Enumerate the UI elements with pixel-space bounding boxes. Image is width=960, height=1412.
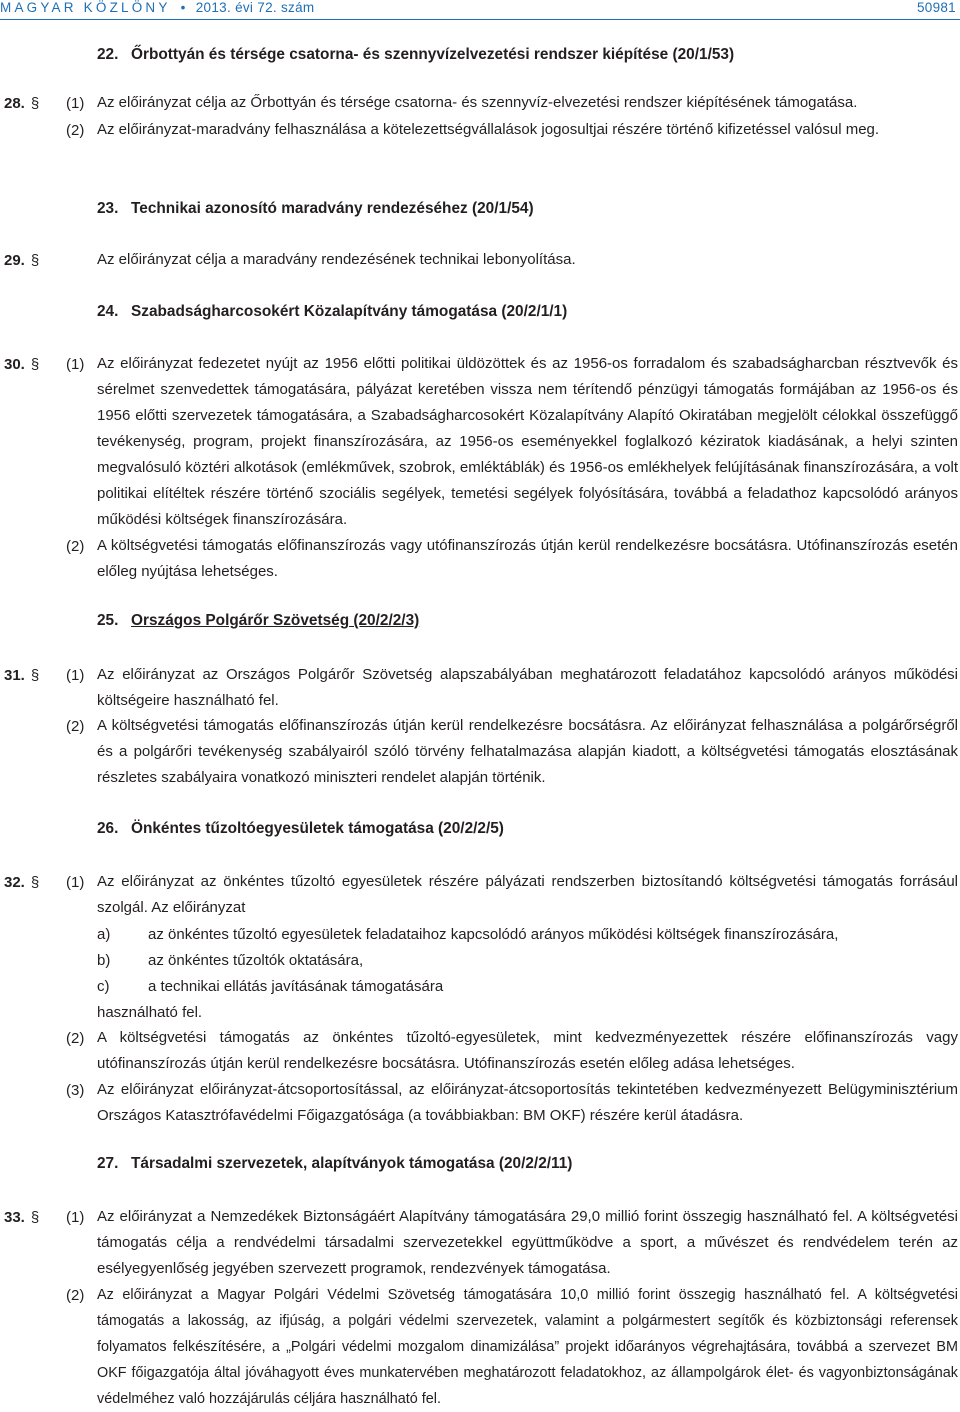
running-header <box>0 0 960 20</box>
paragraph-number: (1) <box>66 667 85 684</box>
article-num: 31. <box>4 667 25 684</box>
section-sign: § <box>30 356 40 373</box>
heading-title: Társadalmi szervezetek, alapítványok támogatása (20/2/2/11) <box>131 1155 573 1172</box>
heading-title: Őrbottyán és térsége csatorna- és szennyvízelvezetési rendszer kiépítése (20/1/53) <box>131 46 735 63</box>
paragraph-number: (2) <box>66 538 85 555</box>
article-num: 32. <box>4 874 25 891</box>
paragraph-text: Az előirányzat célja az Őrbottyán és térsége csatorna- és szennyvíz-elvezetési rendszer kiépítésének támogatása. <box>97 94 858 111</box>
heading-title: Országos Polgárőr Szövetség (20/2/2/3) <box>131 612 420 629</box>
section-sign: § <box>30 252 40 269</box>
paragraph-text: A költségvetési támogatás előfinanszírozás vagy utófinanszírozás útján kerül rendelkezésre bocsátásra. Utófinanszírozás esetén előleg nyújtása lehetséges. <box>97 537 958 580</box>
heading-number: 27. <box>97 1155 119 1172</box>
heading-title: Szabadságharcosokért Közalapítvány támogatása (20/2/1/1) <box>131 303 568 320</box>
heading-number: 23. <box>97 200 119 217</box>
paragraph-number: (2) <box>66 1030 85 1047</box>
paragraph-number: (1) <box>66 874 85 891</box>
article-number-29 <box>4 252 39 269</box>
paragraph-number: (1) <box>66 1209 85 1226</box>
article-num: 33. <box>4 1209 25 1226</box>
paragraph-number: (2) <box>66 122 85 139</box>
paragraph-text: Az előirányzat fedezetet nyújt az 1956 előtti politikai üldözöttek és az 1956-os forradalom és szabadságharcban résztvevők és sérelmet szenvedettek támogatására, pályázat keretében vissza nem térítendő pénzügyi támogatás formájában az 1956-os és 1956 előtti szervezetek támogatására, a Szabadságharcosokért Közalapítvány Alapító Okiratában megjelölt célokkal összefüggő tevékenység, program, projekt finanszírozására, az 1956-os eseményekkel foglalkozó kéziratok kiadásának, a helyi szinten megvalósuló köztéri alkotások (emlékművek, szobrok, emléktáblák) és 1956-os emlékhelyek felújításának finanszírozására, a volt politikai elítéltek részére történő szociális segélyek, temetési segélyek folyósítására, továbbá a feladathoz kapcsolódó arányos működési költségek finanszírozására. <box>97 355 958 528</box>
section-sign: § <box>30 1209 40 1226</box>
heading-number: 25. <box>97 612 119 629</box>
paragraph-text: Az előirányzat az Országos Polgárőr Szövetség alapszabályában meghatározott feladatához kapcsolódó arányos működési költségeire használható fel. <box>97 666 958 709</box>
paragraph-text: Az előirányzat-maradvány felhasználása a kötelezettségvállalások jogosultjai részére történő kifizetéssel valósul meg. <box>97 121 880 138</box>
heading-number: 26. <box>97 820 119 837</box>
list-item-label: c) <box>97 978 110 995</box>
article-number-33 <box>4 1209 39 1226</box>
article-number-32 <box>4 874 39 891</box>
section-sign: § <box>30 667 40 684</box>
header-left <box>0 0 314 15</box>
paragraph-text: Az előirányzat a Magyar Polgári Védelmi Szövetség támogatására 10,0 millió forint összegig használható fel. A költségvetési támogatás a lakosság, az ifjúság, a polgári védelmi szervezetek, valamint a polgármestert segítők és közbiztonsági referensek folyamatos felkészítésére, a „Polgári védelmi mozgalom dinamizálása” projekt időarányos végrehajtására, továbbá a szervezet BM OKF főigazgatója által jóváhagyott éves munkatervében meghatározott feladatokhoz, az állampolgárok élet- és vagyonbiztonságának védelméhez való hozzájárulás céljára használható fel. <box>97 1287 958 1407</box>
section-sign: § <box>30 95 40 112</box>
section-heading-24 <box>97 303 567 321</box>
section-heading-27 <box>97 1155 572 1173</box>
journal-name: MAGYAR KÖZLÖNY <box>0 0 171 15</box>
heading-title: Technikai azonosító maradvány rendezéséhez (20/1/54) <box>131 200 534 217</box>
paragraph-text: Az előirányzat az önkéntes tűzoltó egyesületek részére pályázati rendszerben biztosítandó költségvetési támogatás forrásául szolgál. Az előirányzat <box>97 873 958 916</box>
article-num: 30. <box>4 356 25 373</box>
paragraph-text: Az előirányzat célja a maradvány rendezésének technikai lebonyolítása. <box>97 251 576 268</box>
section-heading-23 <box>97 200 534 218</box>
section-heading-25 <box>97 612 419 630</box>
heading-number: 22. <box>97 46 119 63</box>
section-heading-22 <box>97 46 734 64</box>
list-item: az önkéntes tűzoltó egyesületek feladataihoz kapcsolódó arányos működési költségek finanszírozására, <box>148 926 839 943</box>
paragraph-number: (1) <box>66 95 85 112</box>
article-number-31 <box>4 667 39 684</box>
paragraph-number: (2) <box>66 1287 85 1304</box>
header-divider <box>0 19 960 20</box>
issue-label: 2013. évi 72. szám <box>195 0 315 15</box>
paragraph-text: Az előirányzat a Nemzedékek Biztonságáért Alapítvány támogatására 29,0 millió forint összegig használható fel. A költségvetési támogatás célja a rendvédelmi társadalmi szervezetekkel együttműködve a sport, a művészet és rendvédelem terén az esélyegyenlőség jegyében szervezett programok, rendezvények támogatása. <box>97 1208 958 1277</box>
paragraph-number: (1) <box>66 356 85 373</box>
list-item: a technikai ellátás javításának támogatására <box>148 978 444 995</box>
paragraph-tail: használható fel. <box>97 1004 203 1021</box>
header-bullet: • <box>180 0 186 15</box>
article-num: 28. <box>4 95 25 112</box>
paragraph-number: (2) <box>66 718 85 735</box>
article-num: 29. <box>4 252 25 269</box>
heading-title: Önkéntes tűzoltóegyesületek támogatása (20/2/2/5) <box>131 820 504 837</box>
paragraph-text: A költségvetési támogatás előfinanszírozás útján kerül rendelkezésre bocsátásra. Az előirányzat felhasználása a polgárőrségről és a polgárőri tevékenység szabályairól szóló törvény felhatalmazása alapján kiadott, a költségvetési támogatás elosztásának részletes szabályaira vonatkozó miniszteri rendelet alapján történik. <box>97 717 958 786</box>
article-number-30 <box>4 356 39 373</box>
section-heading-26 <box>97 820 504 838</box>
list-item-label: b) <box>97 952 111 969</box>
paragraph-text: Az előirányzat előirányzat-átcsoportosítással, az előirányzat-átcsoportosítás tekintetében kedvezményezett Belügyminisztérium Országos Katasztrófavédelmi Főigazgatósága (a továbbiakban: BM OKF) részére kerül átadásra. <box>97 1081 958 1124</box>
paragraph-text: A költségvetési támogatás az önkéntes tűzoltó-egyesületek, mint kedvezményezettek részére előfinanszírozás vagy utófinanszírozás útján kerül rendelkezésre bocsátásra. Utófinanszírozás esetén előleg adása lehetséges. <box>97 1029 958 1072</box>
heading-number: 24. <box>97 303 119 320</box>
list-item-label: a) <box>97 926 111 943</box>
article-number-28 <box>4 95 39 112</box>
page-number: 50981 <box>916 0 956 15</box>
paragraph-number: (3) <box>66 1082 85 1099</box>
list-item: az önkéntes tűzoltók oktatására, <box>148 952 364 969</box>
section-sign: § <box>30 874 40 891</box>
